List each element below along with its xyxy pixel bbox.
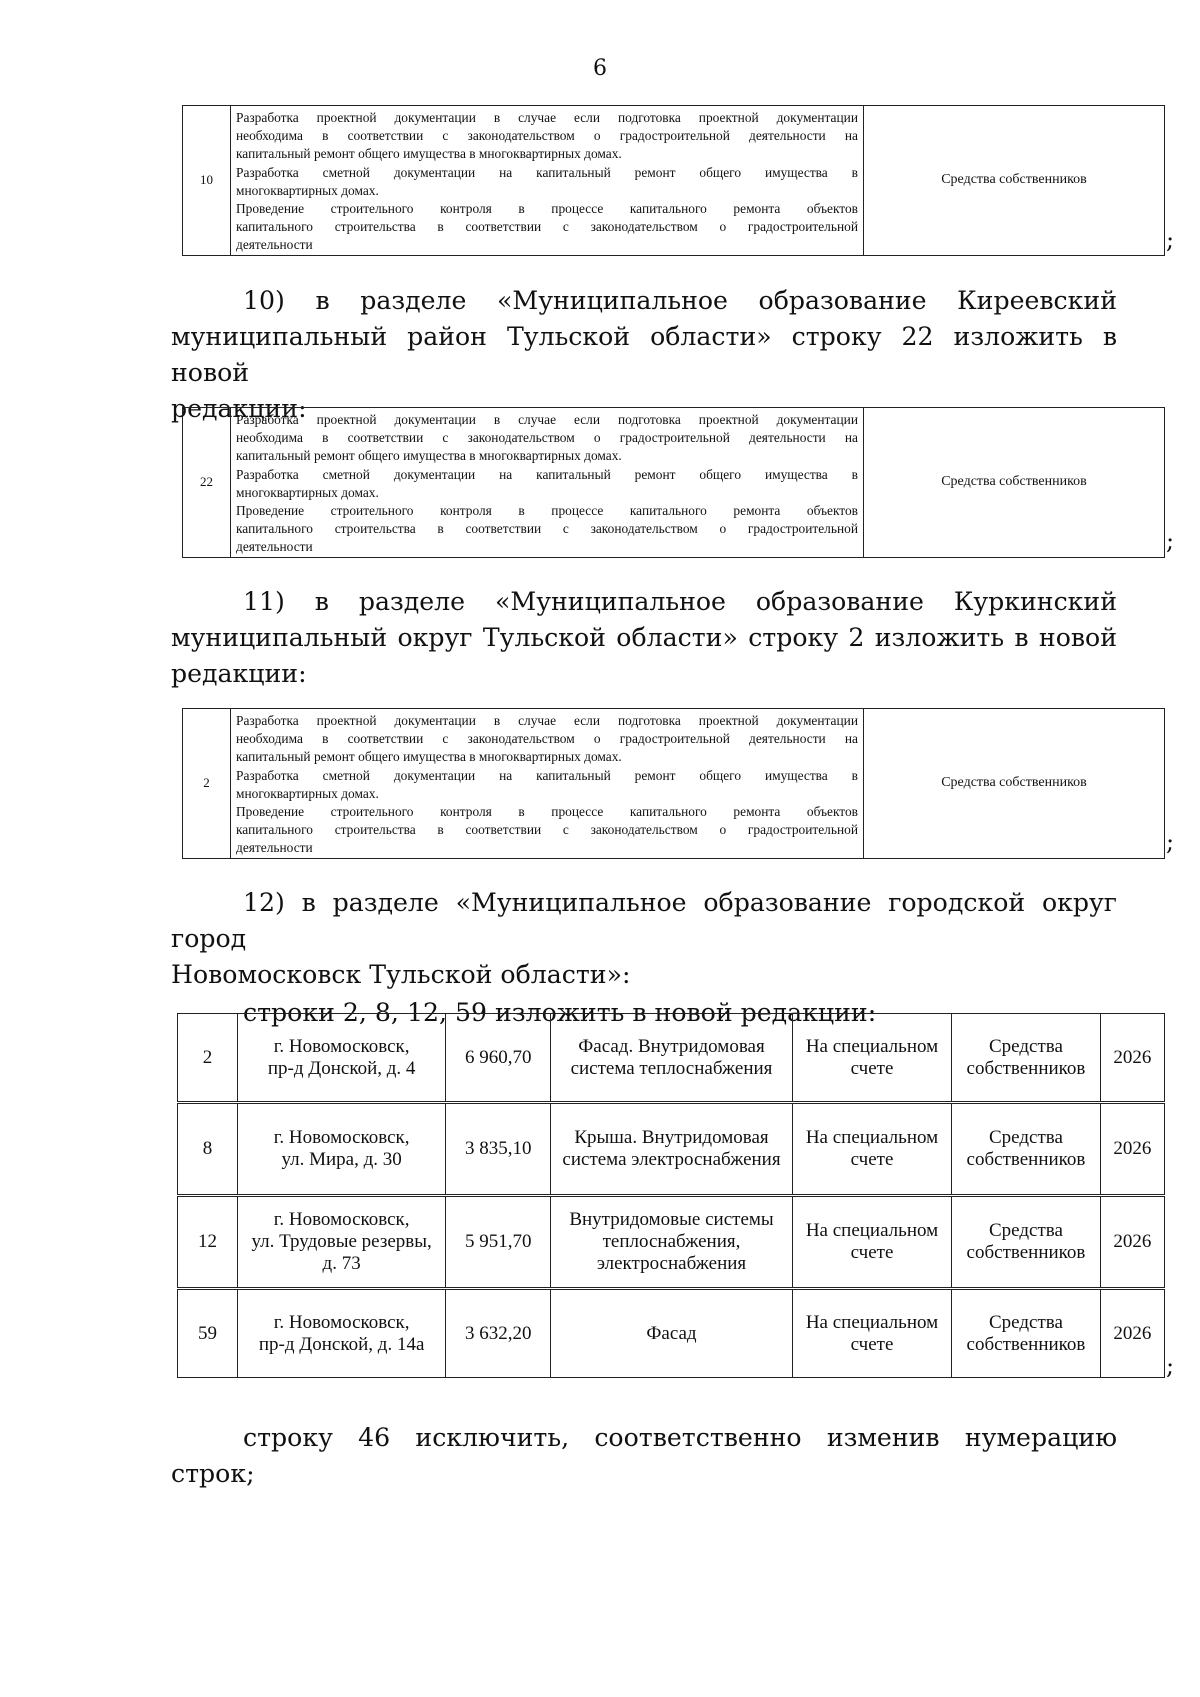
semicolon: ; xyxy=(1166,828,1175,856)
year: 2026 xyxy=(1100,1014,1164,1103)
desc-line: необходима в соответствии с законодательством о градостроительной деятельности на xyxy=(236,731,858,747)
row-number: 2 xyxy=(183,709,231,859)
address-line: пр-д Донской, д. 14а xyxy=(258,1333,425,1355)
area: 6 960,70 xyxy=(446,1014,551,1103)
paragraph-line: 11) в разделе «Муниципальное образование Куркинский xyxy=(243,587,1117,616)
row-number: 22 xyxy=(183,408,231,558)
desc-line: многоквартирных домах. xyxy=(236,182,379,198)
desc-line: Разработка проектной документации в случае если подготовка проектной документации xyxy=(236,412,858,427)
desc-line: капитального строительства в соответствии с законодательством о градостроительной xyxy=(236,521,858,537)
paragraph-line: муниципальный район Тульской области» строку 22 изложить в новой xyxy=(171,322,1117,387)
account-line: На специальном xyxy=(805,1220,939,1241)
year: 2026 xyxy=(1100,1103,1164,1196)
desc-line: Разработка сметной документации на капитальный ремонт общего имущества в xyxy=(236,466,858,482)
table-row-22 xyxy=(182,407,1165,558)
work-description xyxy=(231,709,864,859)
work-type xyxy=(551,1289,793,1378)
desc-line: необходима в соответствии с законодательством о градостроительной деятельности на xyxy=(236,128,858,144)
work-type xyxy=(551,1196,793,1289)
year: 2026 xyxy=(1100,1196,1164,1289)
paragraph-11 xyxy=(171,584,1117,692)
desc-line: капитальный ремонт общего имущества в многоквартирных домах. xyxy=(236,749,622,765)
desc-line: необходима в соответствии с законодательством о градостроительной деятельности на xyxy=(236,430,858,446)
funding-source xyxy=(952,1103,1101,1196)
paragraph-line: 10) в разделе «Муниципальное образование Киреевский xyxy=(243,286,1117,315)
area: 5 951,70 xyxy=(446,1196,551,1289)
source-line: Средства xyxy=(989,1311,1063,1333)
desc-line: многоквартирных домах. xyxy=(236,484,379,500)
source-line: собственников xyxy=(966,1333,1086,1355)
work-line: Фасад. Внутридомовая xyxy=(578,1035,765,1057)
table-row-2 xyxy=(182,708,1165,859)
desc-line: Проведение строительного контроля в процессе капитального ремонта объектов xyxy=(236,804,858,820)
row-number: 12 xyxy=(178,1196,238,1289)
work-type xyxy=(551,1103,793,1196)
work-line: система электроснабжения xyxy=(562,1149,781,1170)
account-line: На специальном xyxy=(805,1127,939,1148)
table-row xyxy=(178,1103,1165,1196)
account xyxy=(792,1196,951,1289)
account-line: счете xyxy=(850,1149,894,1170)
funding-source xyxy=(952,1196,1101,1289)
desc-line: Проведение строительного контроля в процессе капитального ремонта объектов xyxy=(236,201,858,217)
work-line: электроснабжения xyxy=(596,1253,747,1274)
paragraph-line: редакции: xyxy=(171,659,307,688)
paragraph-line: Новомосковск Тульской области»: xyxy=(171,960,631,989)
year: 2026 xyxy=(1100,1289,1164,1378)
table-row xyxy=(178,1014,1165,1103)
desc-line: деятельности xyxy=(236,237,313,253)
funding-source: Средства собственников xyxy=(864,709,1165,859)
work-description xyxy=(231,408,864,558)
row-number: 8 xyxy=(178,1103,238,1196)
source-line: собственников xyxy=(966,1149,1086,1170)
desc-line: Разработка проектной документации в случае если подготовка проектной документации xyxy=(236,713,858,728)
semicolon: ; xyxy=(1166,527,1175,555)
source-line: Средства xyxy=(989,1127,1063,1148)
address xyxy=(237,1014,446,1103)
desc-line: капитальный ремонт общего имущества в многоквартирных домах. xyxy=(236,448,622,464)
desc-line: Разработка сметной документации на капитальный ремонт общего имущества в xyxy=(236,767,858,783)
funding-source xyxy=(952,1014,1101,1103)
row-number: 10 xyxy=(183,106,231,256)
account-line: На специальном xyxy=(805,1035,939,1057)
paragraph-line: редакции: xyxy=(171,394,307,423)
account-line: счете xyxy=(850,1333,894,1355)
desc-line: капитального строительства в соответствии с законодательством о градостроительной xyxy=(236,822,858,838)
funding-source xyxy=(952,1289,1101,1378)
paragraph-line: строку 46 исключить, соответственно изменив нумерацию строк; xyxy=(171,1423,1117,1488)
work-line: Фасад xyxy=(646,1322,697,1344)
funding-source: Средства собственников xyxy=(864,106,1165,256)
area: 3 835,10 xyxy=(446,1103,551,1196)
address-line: пр-д Донской, д. 4 xyxy=(267,1057,416,1079)
paragraph-12 xyxy=(171,885,1117,1031)
page-number: 6 xyxy=(593,56,607,81)
area: 3 632,20 xyxy=(446,1289,551,1378)
work-line: Крыша. Внутридомовая xyxy=(574,1127,769,1148)
work-description xyxy=(231,106,864,256)
source-line: Средства xyxy=(989,1035,1063,1057)
semicolon: ; xyxy=(1166,226,1175,254)
account-line: На специальном xyxy=(805,1311,939,1333)
account-line: счете xyxy=(850,1057,894,1079)
paragraph-line: муниципальный округ Тульской области» строку 2 изложить в новой xyxy=(171,623,1117,652)
desc-line: деятельности xyxy=(236,840,313,856)
row-number: 59 xyxy=(178,1289,238,1378)
account-line: счете xyxy=(850,1242,894,1263)
work-type xyxy=(551,1014,793,1103)
account xyxy=(792,1014,951,1103)
source-line: Средства xyxy=(989,1220,1063,1241)
address-line: г. Новомосковск, xyxy=(273,1209,410,1230)
account xyxy=(792,1289,951,1378)
desc-line: Разработка сметной документации на капитальный ремонт общего имущества в xyxy=(236,164,858,180)
address xyxy=(237,1196,446,1289)
row-number: 2 xyxy=(178,1014,238,1103)
address-line: г. Новомосковск, xyxy=(273,1127,410,1148)
paragraph-10 xyxy=(171,283,1117,427)
work-line: теплоснабжения, xyxy=(602,1231,741,1252)
desc-line: капитального строительства в соответствии с законодательством о градостроительной xyxy=(236,219,858,235)
address-line: д. 73 xyxy=(322,1253,361,1274)
address xyxy=(237,1289,446,1378)
paragraph-line: строки 2, 8, 12, 59 изложить в новой редакции: xyxy=(243,998,877,1027)
desc-line: деятельности xyxy=(236,539,313,555)
semicolon: ; xyxy=(1166,1352,1175,1380)
replacement-rows-table xyxy=(177,1013,1165,1378)
account xyxy=(792,1103,951,1196)
source-line: собственников xyxy=(966,1242,1086,1263)
address-line: г. Новомосковск, xyxy=(273,1311,410,1333)
desc-line: многоквартирных домах. xyxy=(236,785,379,801)
desc-line: Проведение строительного контроля в процессе капитального ремонта объектов xyxy=(236,503,858,519)
desc-line: капитальный ремонт общего имущества в многоквартирных домах. xyxy=(236,146,622,162)
address xyxy=(237,1103,446,1196)
table-row xyxy=(178,1196,1165,1289)
work-line: Внутридомовые системы xyxy=(569,1209,774,1230)
paragraph-line: 12) в разделе «Муниципальное образование городской округ город xyxy=(171,888,1117,953)
table-row xyxy=(178,1289,1165,1378)
source-line: собственников xyxy=(966,1057,1086,1079)
funding-source: Средства собственников xyxy=(864,408,1165,558)
work-line: система теплоснабжения xyxy=(570,1057,773,1079)
desc-line: Разработка проектной документации в случае если подготовка проектной документации xyxy=(236,110,858,125)
address-line: ул. Трудовые резервы, xyxy=(251,1231,432,1252)
table-row-10 xyxy=(182,105,1165,256)
address-line: ул. Мира, д. 30 xyxy=(281,1149,402,1170)
final-paragraph xyxy=(171,1420,1117,1492)
address-line: г. Новомосковск, xyxy=(273,1035,410,1057)
